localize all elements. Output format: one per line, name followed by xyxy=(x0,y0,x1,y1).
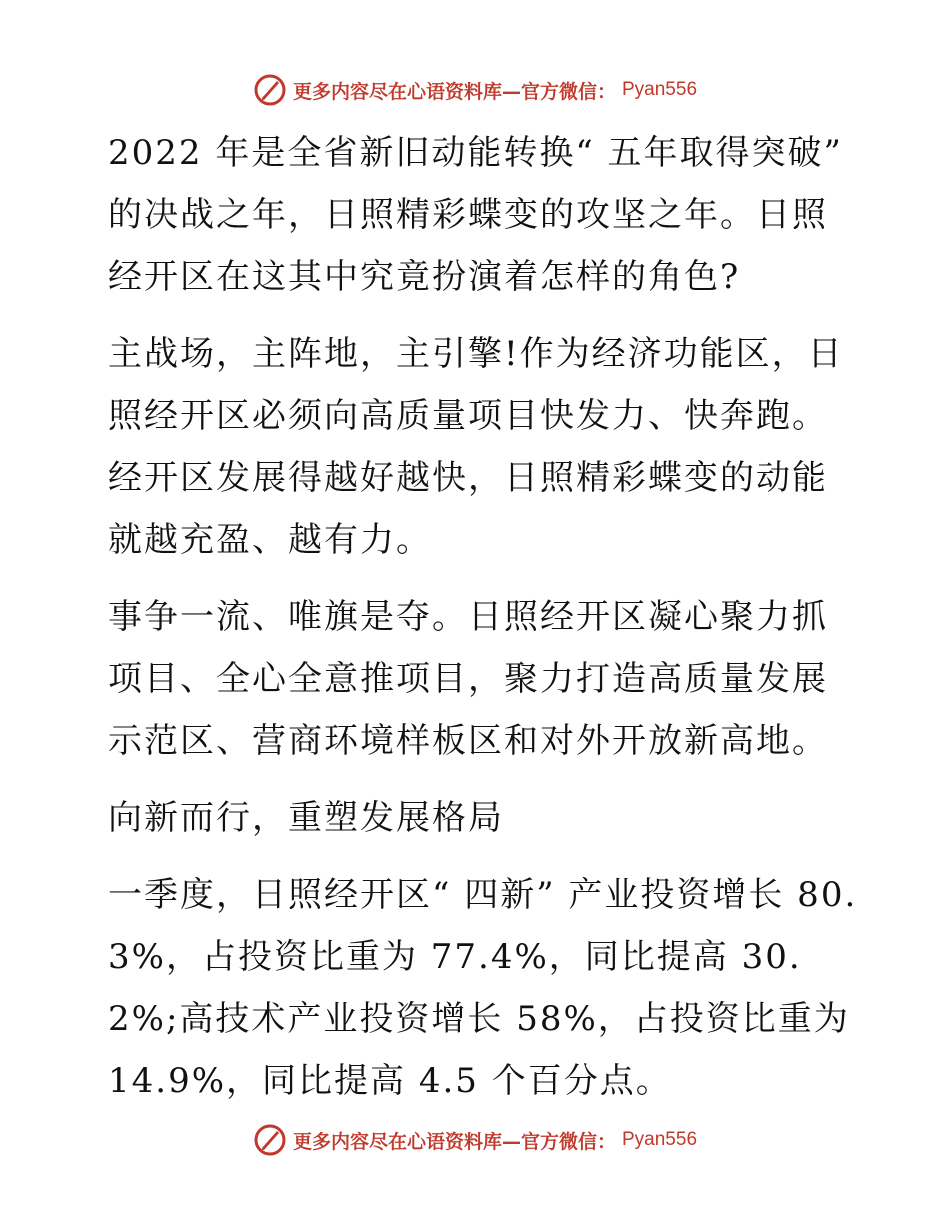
banner-text: 更多内容尽在心语资料库—官方微信： xyxy=(292,1130,616,1153)
quill-logo-icon xyxy=(253,1123,287,1157)
banner-wechat-id: Pyan556 xyxy=(622,1129,698,1150)
paragraph-1: 2022 年是全省新旧动能转换“ 五年取得突破” 的决战之年，日照精彩蝶变的攻坚之年。日照经开区在这其中究竟扮演着怎样的角色? xyxy=(108,133,843,297)
paragraph-2: 主战场，主阵地，主引擎!作为经济功能区，日照经开区必须向高质量项目快发力、快奔跑。经开区发展得越好越快，日照精彩蝶变的动能就越充盈、越有力。 xyxy=(108,334,844,560)
paragraph-3: 事争一流、唯旗是夺。日照经开区凝心聚力抓项目、全心全意推项目，聚力打造高质量发展示范区、营商环境样板区和对外开放新高地。 xyxy=(108,597,828,761)
banner-text: 更多内容尽在心语资料库—官方微信： xyxy=(292,80,616,103)
banner-wechat-id: Pyan556 xyxy=(622,79,698,100)
footer-watermark-banner xyxy=(0,1120,950,1160)
section-heading: 向新而行，重塑发展格局 xyxy=(108,798,504,838)
quill-logo-icon xyxy=(253,73,287,107)
header-watermark-banner xyxy=(0,70,950,110)
paragraph-4: 一季度，日照经开区“ 四新” 产业投资增长 80.3%，占投资比重为 77.4%，同比提高 30.2%;高技术产业投资增长 58%，占投资比重为 14.9%，同比提高 4.5 个百分点。 xyxy=(108,875,858,1101)
document-body xyxy=(100,122,860,1127)
